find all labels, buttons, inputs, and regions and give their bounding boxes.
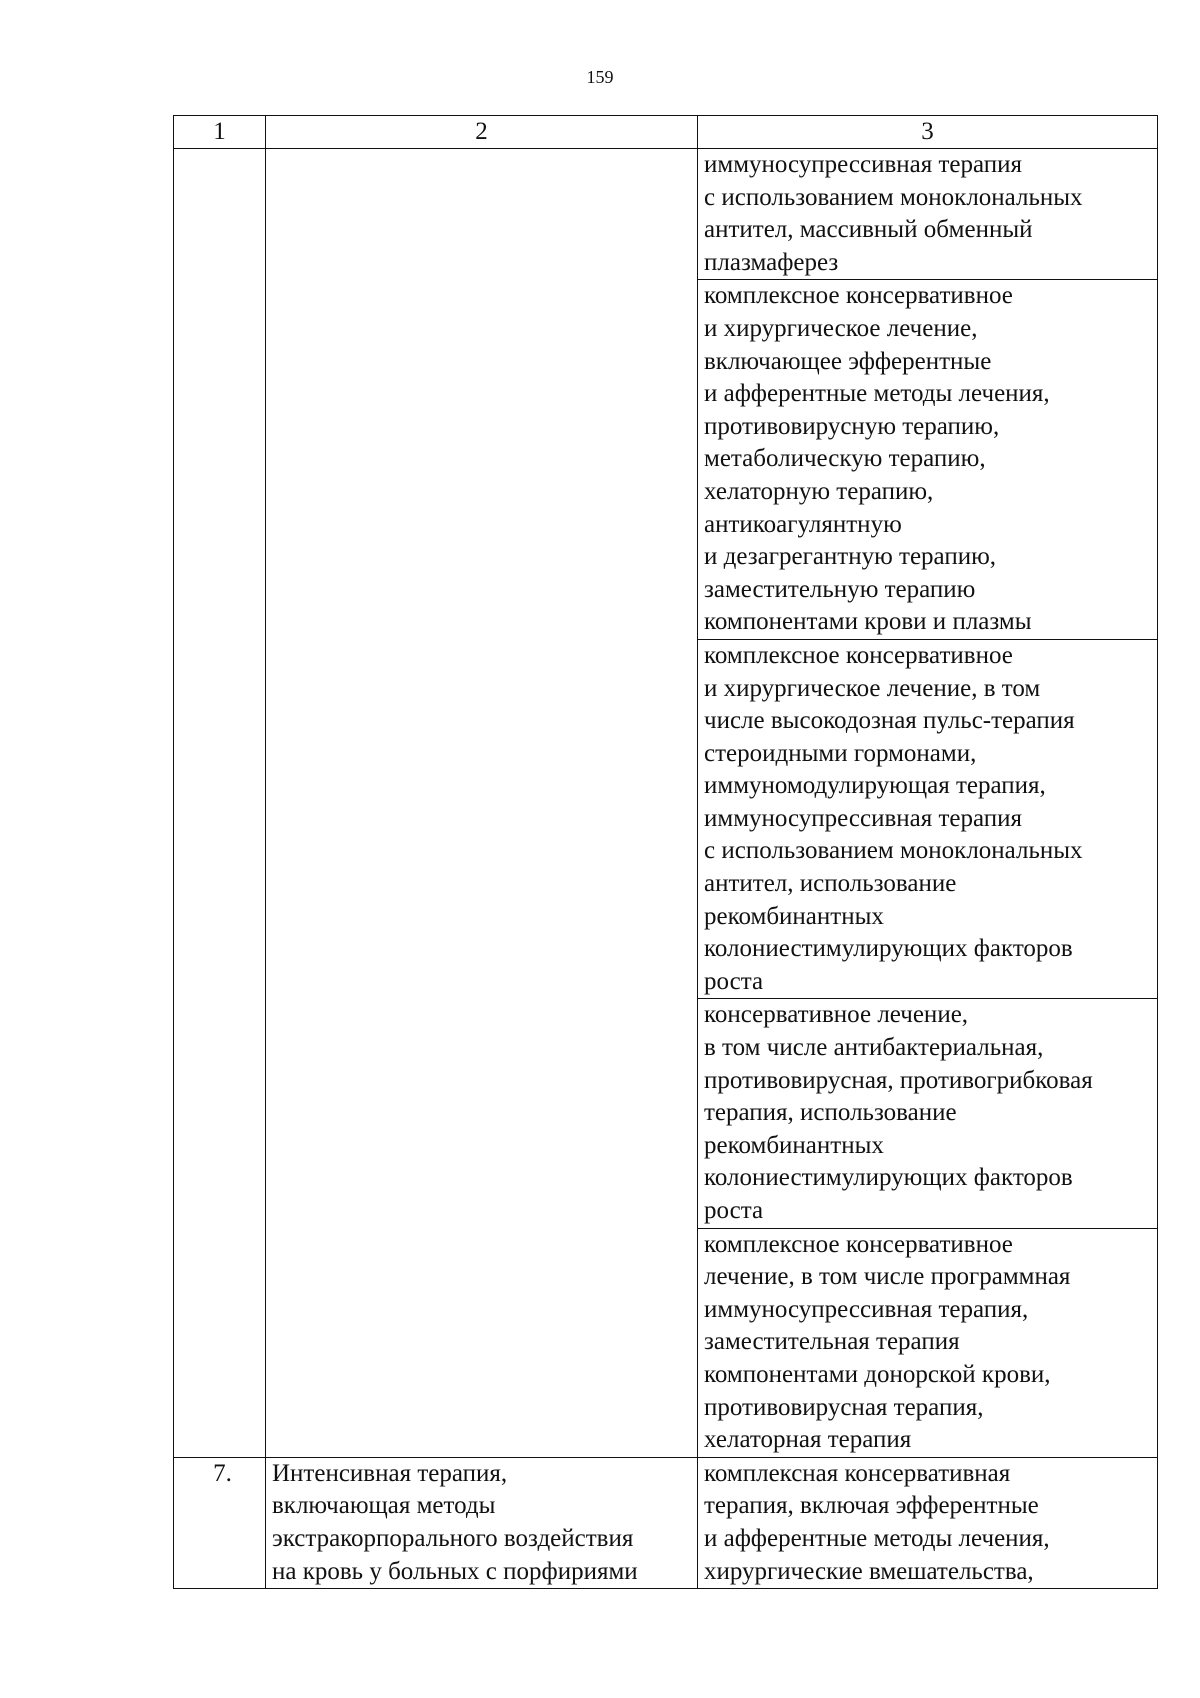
table-cell-method: иммуносупрессивная терапия с использованием моноклональных антител, массивный обменный плазмаферез (698, 149, 1158, 280)
table-row (174, 149, 1158, 280)
row-number: 7. (174, 1457, 266, 1588)
header-col-2: 2 (266, 116, 698, 149)
header-col-3: 3 (698, 116, 1158, 149)
table-cell-method: комплексное консервативное лечение, в том числе программная иммуносупрессивная терапия, заместительная терапия компонентами донорской крови, противовирусная терапия, хелаторная терапия (698, 1228, 1158, 1457)
table-header-row (174, 116, 1158, 149)
table-cell-method: комплексное консервативное и хирургическое лечение, включающее эфферентные и афферентные методы лечения, противовирусную терапию, метаболическую терапию, хелаторную терапию, антикоагулянтную и дезагрегантную терапию, заместительную терапию компонентами крови и плазмы (698, 280, 1158, 640)
table-cell-care-type: Интенсивная терапия, включающая методы экстракорпорального воздействия на кровь у больных с порфириями (266, 1457, 698, 1588)
page-number: 159 (586, 67, 614, 87)
table-row-7 (174, 1457, 1158, 1588)
table-cell-method: комплексное консервативное и хирургическое лечение, в том числе высокодозная пульс-терапия стероидными гормонами, иммуномодулирующая терапия, иммуносупрессивная терапия с использованием моноклональных антител, использование рекомбинантных колониестимулирующих факторов роста (698, 639, 1158, 999)
continued-col-1 (174, 149, 266, 1458)
table-cell-method: консервативное лечение, в том числе антибактериальная, противовирусная, противогрибковая терапия, использование рекомбинантных колониестимулирующих факторов роста (698, 999, 1158, 1228)
header-col-1: 1 (174, 116, 266, 149)
treatment-table (173, 115, 1158, 1589)
continued-col-2 (266, 149, 698, 1458)
table-cell-method: комплексная консервативная терапия, включая эфферентные и афферентные методы лечения, хирургические вмешательства, (698, 1457, 1158, 1588)
